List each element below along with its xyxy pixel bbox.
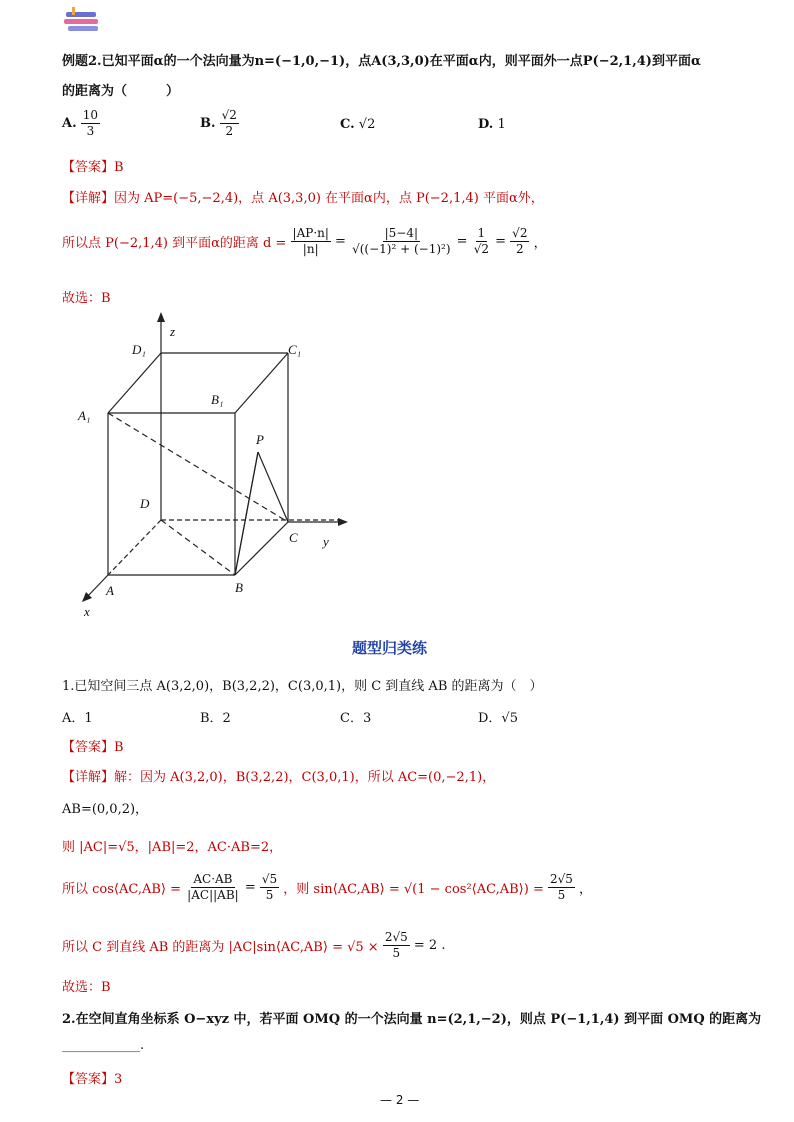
example-detail-line2: 所以点 P(−2,1,4) 到平面α的距离 d = $\frac{|AP\cdot n|}{|n|}$ = $\frac{|5-4|}{\text{√((−1)² + (−1)²)}}$ = $\frac{1}{√2}$ = $\frac{√2}{2}$ ， xyxy=(62,226,547,256)
q1-option-c: C．3 xyxy=(340,711,372,726)
label-D1: D₁ xyxy=(132,342,146,357)
example-answer: 【答案】B xyxy=(62,160,124,175)
y-axis-arrow-icon xyxy=(338,518,348,526)
books-logo-icon xyxy=(62,6,104,36)
label-A1: A₁ xyxy=(78,408,91,423)
segment-PB2 xyxy=(235,452,258,575)
example-question: 例题2.已知平面α的一个法向量为n=(−1,0,−1)，点A(3,3,0)在平面α内，则平面外一点P(−2,1,4)到平面α xyxy=(62,54,701,69)
q1-detail-line4: 所以 cos⟨AC,AB⟩ = $\frac{AC\cdot AB}{|AC||AB|}$ = $\frac{√5}{5}$ ，则 sin⟨AC,AB⟩ = √(1 − cos²⟨AC,AB⟩) = $\frac{2√5}{5}$ ， xyxy=(62,872,593,902)
q1-detail-line2: AB=(0,0,2)， xyxy=(62,802,149,817)
q1-option-a: A．1 xyxy=(62,711,93,726)
edge-A1D1 xyxy=(108,353,161,413)
label-D: D xyxy=(140,496,150,511)
label-z: z xyxy=(170,324,176,339)
segment-PC xyxy=(258,452,288,522)
cube-figure xyxy=(70,310,370,620)
q1-option-b: B．2 xyxy=(200,711,231,726)
q1-detail-line1: 【详解】解：因为 A(3,2,0)，B(3,2,2)，C(3,0,1)，所以 AC=(0,−2,1)， xyxy=(62,770,496,785)
x-axis xyxy=(86,575,108,598)
segment-DB xyxy=(161,520,235,575)
option-a: A. $\frac{10}{3}$ xyxy=(62,108,99,138)
label-A: A xyxy=(106,583,114,598)
example-conclusion: 故选：B xyxy=(62,291,111,306)
label-x: x xyxy=(84,604,90,619)
segment-A1C xyxy=(108,413,288,522)
label-C: C xyxy=(289,530,298,545)
example-question-line2: 的距离为（ ） xyxy=(62,84,180,99)
label-B1: B₁ xyxy=(211,392,224,407)
example-detail-line1: 【详解】因为 AP=(−5,−2,4)，点 A(3,3,0) 在平面α内，点 P(−2,1,4) 平面α外， xyxy=(62,191,544,206)
q2-text: 2.在空间直角坐标系 O−xyz 中，若平面 OMQ 的一个法向量 n=(2,1,−2)，则点 P(−1,1,4) 到平面 OMQ 的距离为 xyxy=(62,1012,762,1027)
q1-answer: 【答案】B xyxy=(62,740,124,755)
x-axis-hidden xyxy=(108,520,161,575)
option-c: C. √2 xyxy=(340,117,376,132)
label-B: B xyxy=(235,580,243,595)
q1-text: 1.已知空间三点 A(3,2,0)，B(3,2,2)，C(3,0,1)，则 C 到直线 AB 的距离为（ ） xyxy=(62,679,543,694)
label-C1: C₁ xyxy=(288,342,302,357)
q1-conclusion: 故选：B xyxy=(62,980,111,995)
option-d: D. 1 xyxy=(478,117,506,132)
label-P: P xyxy=(256,432,264,447)
z-axis-arrow-icon xyxy=(157,312,165,322)
q2-blank: ____________. xyxy=(62,1038,145,1053)
q1-option-d: D．√5 xyxy=(478,711,518,726)
page-number: — 2 — xyxy=(380,1093,420,1107)
q1-detail-line3: 则 |AC|=√5，|AB|=2，AC·AB=2， xyxy=(62,840,283,855)
label-y: y xyxy=(323,534,329,549)
edge-B1C1 xyxy=(235,353,288,413)
option-b: B. $\frac{√2}{2}$ xyxy=(200,108,237,138)
q1-detail-line5: 所以 C 到直线 AB 的距离为 |AC|sin⟨AC,AB⟩ = √5 × $\frac{2√5}{5}$ = 2 . xyxy=(62,930,446,960)
section-title: 题型归类练 xyxy=(352,639,428,657)
q2-answer: 【答案】3 xyxy=(62,1072,123,1087)
